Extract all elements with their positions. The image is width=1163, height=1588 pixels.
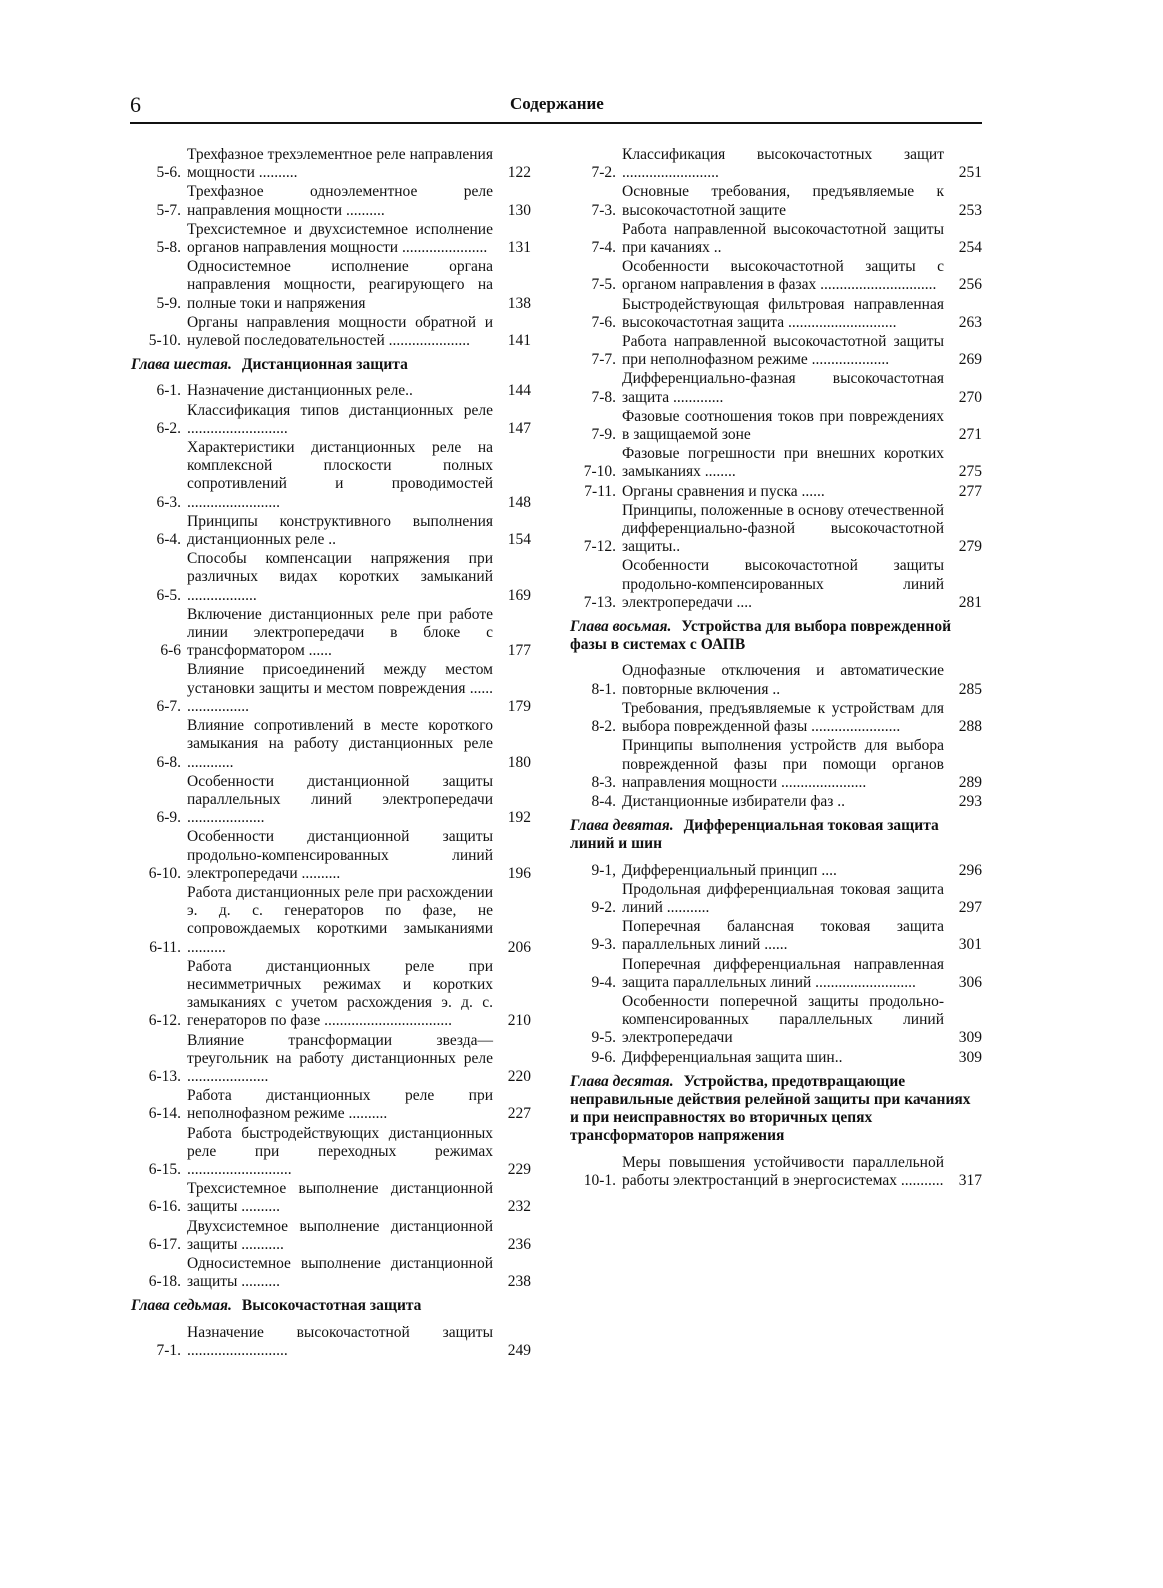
section-title: Особенности дистанционной защиты продольно-компенсированных линий электропередачи .......... [187, 828, 493, 882]
section-number: 9-4. [591, 973, 616, 991]
section-title: Работа дистанционных реле при неполнофазном режиме .......... [187, 1087, 493, 1123]
page-ref: 131 [507, 239, 531, 257]
toc-entry [131, 258, 531, 313]
section-number: 7-1. [156, 1341, 181, 1359]
section-title: Назначение высокочастотной защиты .......................... [187, 1323, 493, 1359]
chapter-title: Высокочастотная защита [241, 1297, 422, 1315]
page-ref: 296 [958, 861, 982, 879]
page-ref: 256 [958, 276, 982, 294]
section-title: Трехфазное трехэлементное реле направления мощности .......... [187, 146, 493, 182]
page-ref: 275 [958, 463, 982, 481]
section-number: 8-4. [591, 792, 616, 810]
section-title: Работа дистанционных реле при расхождении э. д. с. генераторов по фазе, не сопровождаемых короткими замыканиями .......... [187, 883, 493, 956]
toc-entry [570, 146, 982, 182]
page-ref: 144 [507, 382, 531, 400]
page-ref: 253 [958, 201, 982, 219]
section-title: Трехсистемное и двухсистемное исполнение органов направления мощности ...................... [187, 220, 493, 257]
section-number: 6-16. [148, 1198, 181, 1216]
toc-entry [570, 333, 982, 369]
page-ref: 293 [958, 792, 982, 810]
chapter-title: Устройства, предотвращающие неправильные действия релейной защиты при качаниях и при неисправностях во вторичных цепях трансформаторов напряжения [570, 1072, 971, 1145]
section-title: Дистанционные избиратели фаз .. [622, 792, 846, 810]
section-number: 8-1. [591, 680, 616, 698]
section-title: Фазовые соотношения токов при повреждениях в защищаемой зоне [622, 407, 944, 444]
section-title: Однофазные отключения и автоматические повторные включения .. [622, 662, 944, 698]
section-title: Основные требования, предъявляемые к высокочастотной защите [622, 183, 944, 219]
page-ref: 309 [958, 1048, 982, 1066]
page-ref: 249 [507, 1341, 531, 1359]
section-title: Принципы конструктивного выполнения дистанционных реле .. [187, 512, 493, 549]
chapter-heading [570, 618, 982, 654]
section-title: Меры повышения устойчивости параллельной работы электростанций в энергосистемах ........... [622, 1153, 944, 1189]
section-number: 6-8. [156, 753, 181, 771]
chapter-label: Глава девятая. [570, 817, 674, 835]
section-number: 7-9. [591, 426, 616, 444]
section-number: 6-7. [156, 697, 181, 715]
page-ref: 238 [507, 1273, 531, 1291]
section-title: Трехсистемное выполнение дистанционной защиты .......... [187, 1180, 493, 1216]
section-number: 7-10. [583, 463, 616, 481]
section-number: 7-13. [583, 593, 616, 611]
toc-entry [570, 445, 982, 481]
section-title: Влияние сопротивлений в месте короткого замыкания на работу дистанционных реле ............ [187, 717, 493, 771]
toc-entry [131, 183, 531, 219]
section-title: Дифференциально-фазная высокочастотная защита ............. [622, 370, 944, 406]
toc-entry [131, 1125, 531, 1180]
page-ref: 154 [507, 531, 531, 549]
toc-entry [570, 557, 982, 612]
toc-entry [570, 993, 982, 1048]
page-ref: 138 [507, 294, 531, 312]
toc-entry [570, 956, 982, 992]
toc-entry [570, 881, 982, 917]
section-number: 7-7. [591, 351, 616, 369]
section-title: Дифференциальный принцип .... [622, 861, 837, 879]
section-title: Органы сравнения и пуска ...... [622, 482, 825, 500]
section-number: 6-17. [148, 1235, 181, 1253]
section-title: Дифференциальная защита шин.. [622, 1048, 843, 1066]
toc-entry [131, 1255, 531, 1291]
running-title: Содержание [510, 94, 604, 113]
page-ref: 148 [507, 493, 531, 511]
section-number: 7-4. [591, 239, 616, 257]
section-number: 6-15. [148, 1160, 181, 1178]
section-number: 9-6. [591, 1048, 616, 1066]
section-number: 7-11. [584, 482, 616, 500]
section-title: Особенности высокочастотной защиты продольно-компенсированных линий электропередачи .... [622, 557, 944, 611]
section-number: 5-9. [156, 294, 181, 312]
section-number: 6-5. [156, 586, 181, 604]
section-number: 9-1, [591, 861, 616, 879]
toc-entry [570, 1049, 982, 1067]
chapter-title: Дифференциальная токовая защита линий и шин [570, 817, 939, 853]
chapter-heading [570, 1073, 982, 1146]
page-ref: 309 [958, 1029, 982, 1047]
section-number: 8-3. [591, 773, 616, 791]
toc-entry [570, 258, 982, 294]
toc-entry [570, 918, 982, 954]
section-title: Классификация типов дистанционных реле .......................... [187, 401, 493, 437]
section-title: Органы направления мощности обратной и нулевой последовательностей ..................... [187, 313, 493, 350]
toc-entry [131, 1087, 531, 1123]
section-number: 6-12. [148, 1012, 181, 1030]
page-ref: 220 [507, 1067, 531, 1085]
section-number: 8-2. [591, 718, 616, 736]
section-number: 6-3. [156, 493, 181, 511]
section-number: 7-2. [591, 164, 616, 182]
page-ref: 232 [507, 1198, 531, 1216]
page-ref: 206 [507, 938, 531, 956]
page-ref: 288 [958, 718, 982, 736]
page-ref: 270 [958, 388, 982, 406]
toc-entry [131, 1218, 531, 1254]
section-number: 6-18. [148, 1273, 181, 1291]
page-ref: 180 [507, 753, 531, 771]
section-number: 6-14. [148, 1105, 181, 1123]
section-title: Особенности высокочастотной защиты с органом направления в фазах .............................. [622, 258, 944, 294]
page-ref: 281 [958, 593, 982, 611]
page-ref: 229 [507, 1160, 531, 1178]
toc-entry [570, 502, 982, 557]
section-number: 9-2. [591, 898, 616, 916]
toc-entry [131, 717, 531, 772]
section-title: Поперечная балансная токовая защита параллельных линий ...... [622, 918, 944, 954]
toc-entry [131, 221, 531, 257]
toc-entry [570, 793, 982, 811]
toc-entry [131, 146, 531, 182]
page-ref: 289 [958, 773, 982, 791]
toc-entry [570, 221, 982, 257]
page-ref: 177 [507, 642, 531, 660]
toc-entry [570, 483, 982, 501]
section-number: 7-6. [591, 313, 616, 331]
page-ref: 196 [507, 864, 531, 882]
header-rule [130, 122, 982, 124]
chapter-label: Глава десятая. [570, 1072, 674, 1090]
chapter-label: Глава восьмая. [570, 618, 672, 636]
toc-entry [570, 183, 982, 219]
toc-entry [131, 828, 531, 883]
page-ref: 263 [958, 313, 982, 331]
page-ref: 227 [507, 1105, 531, 1123]
section-title: Работа направленной высокочастотной защиты при неполнофазном режиме .................... [622, 333, 944, 369]
section-title: Способы компенсации напряжения при различных видах коротких замыканий .................. [187, 550, 493, 604]
page-ref: 306 [958, 973, 982, 991]
section-title: Фазовые погрешности при внешних коротких замыканиях ........ [622, 445, 944, 481]
chapter-label: Глава седьмая. [131, 1297, 232, 1315]
page-ref: 317 [958, 1171, 982, 1189]
toc-entry [131, 550, 531, 605]
chapter-title: Устройства для выбора поврежденной фазы в системах с ОАПВ [570, 618, 952, 654]
page-header [130, 92, 982, 122]
toc-entry [131, 1180, 531, 1216]
section-number: 5-6. [156, 164, 181, 182]
page-ref: 301 [958, 936, 982, 954]
section-number: 6-2. [156, 419, 181, 437]
toc-right-column [570, 146, 982, 1191]
section-number: 6-4. [156, 531, 181, 549]
section-number: 6-9. [156, 809, 181, 827]
section-title: Назначение дистанционных реле.. [187, 382, 413, 400]
toc-entry [131, 958, 531, 1031]
page-ref: 147 [507, 419, 531, 437]
section-title: Влияние присоединений между местом установки защиты и местом повреждения ...... ................ [187, 661, 493, 715]
toc-entry [131, 513, 531, 549]
toc-entry [131, 773, 531, 828]
section-title: Требования, предъявляемые к устройствам для выбора поврежденной фазы ....................... [622, 699, 944, 736]
section-title: Работа дистанционных реле при несимметричных режимах и коротких замыканиях с учетом расхождения э. д. с. генераторов по фазе ................................. [187, 957, 493, 1030]
toc-entry [131, 382, 531, 400]
page-ref: 269 [958, 351, 982, 369]
section-number: 6-13. [148, 1067, 181, 1085]
section-title: Особенности поперечной защиты продольно-компенсированных параллельных линий электропередачи [622, 992, 944, 1047]
section-title: Принципы, положенные в основу отечественной дифференциально-фазной высокочастотной защиты.. [622, 501, 944, 556]
page-ref: 271 [958, 426, 982, 444]
section-number: 7-3. [591, 201, 616, 219]
toc-entry [131, 606, 531, 661]
toc-entry [570, 737, 982, 792]
toc-entry [131, 1032, 531, 1087]
section-title: Влияние трансформации звезда—треугольник на работу дистанционных реле ..................... [187, 1031, 493, 1085]
toc-left-column [131, 146, 531, 1361]
section-title: Трехфазное одноэлементное реле направления мощности .......... [187, 183, 493, 219]
toc-entry [570, 662, 982, 698]
section-number: 10-1. [583, 1171, 616, 1189]
section-title: Включение дистанционных реле при работе линии электропередачи в блоке с трансформатором ...... [187, 605, 493, 660]
section-title: Работа направленной высокочастотной защиты при качаниях .. [622, 220, 944, 257]
section-number: 5-8. [156, 239, 181, 257]
toc-entry [131, 439, 531, 512]
chapter-heading [131, 1297, 531, 1315]
section-title: Характеристики дистанционных реле на комплексной плоскости полных сопротивлений и проводимостей ........................ [187, 439, 493, 511]
section-title: Двухсистемное выполнение дистанционной защиты ........... [187, 1217, 493, 1253]
section-number: 6-6 [160, 642, 181, 660]
section-number: 9-3. [591, 936, 616, 954]
toc-entry [131, 1324, 531, 1360]
page-ref: 277 [958, 482, 982, 500]
section-number: 7-12. [583, 538, 616, 556]
toc-entry [131, 884, 531, 957]
section-title: Односистемное исполнение органа направления мощности, реагирующего на полные токи и напряжения [187, 258, 493, 312]
section-number: 7-5. [591, 276, 616, 294]
section-title: Быстродействующая фильтровая направленная высокочастотная защита ............................ [622, 295, 944, 331]
section-number: 5-7. [156, 201, 181, 219]
page-ref: 210 [507, 1012, 531, 1030]
toc-entry [570, 862, 982, 880]
section-title: Поперечная дифференциальная направленная защита параллельных линий .......................... [622, 955, 944, 991]
section-number: 6-1. [156, 382, 181, 400]
toc-entry [570, 296, 982, 332]
page-ref: 279 [958, 538, 982, 556]
section-number: 6-11. [149, 938, 181, 956]
toc-entry [570, 1154, 982, 1190]
page-number: 6 [130, 92, 141, 117]
toc-entry [570, 408, 982, 444]
page-ref: 141 [507, 332, 531, 350]
page-ref: 297 [958, 898, 982, 916]
page-ref: 179 [507, 697, 531, 715]
page-ref: 122 [507, 164, 531, 182]
page-ref: 285 [958, 680, 982, 698]
toc-entry [131, 314, 531, 350]
page-ref: 254 [958, 239, 982, 257]
page-ref: 251 [958, 164, 982, 182]
section-title: Работа быстродействующих дистанционных реле при переходных режимах ........................... [187, 1124, 493, 1178]
section-title: Односистемное выполнение дистанционной защиты .......... [187, 1254, 493, 1291]
section-number: 5-10. [148, 332, 181, 350]
toc-entry [131, 402, 531, 438]
toc-entry [570, 700, 982, 736]
toc-entry [570, 370, 982, 406]
section-title: Особенности дистанционной защиты параллельных линий электропередачи .................... [187, 772, 493, 827]
section-title: Принципы выполнения устройств для выбора поврежденной фазы при помощи органов направления мощности ...................... [622, 737, 944, 791]
section-title: Продольная дифференциальная токовая защита линий ........... [622, 880, 944, 916]
chapter-heading [570, 817, 982, 853]
page-ref: 192 [507, 809, 531, 827]
section-title: Классификация высокочастотных защит ......................... [622, 146, 944, 182]
section-number: 6-10. [148, 864, 181, 882]
toc-entry [131, 661, 531, 716]
chapter-heading [131, 356, 531, 374]
page-ref: 130 [507, 201, 531, 219]
section-number: 9-5. [591, 1029, 616, 1047]
chapter-title: Дистанционная защита [241, 356, 408, 374]
page-ref: 169 [507, 586, 531, 604]
page-ref: 236 [507, 1235, 531, 1253]
section-number: 7-8. [591, 388, 616, 406]
chapter-label: Глава шестая. [131, 356, 232, 374]
